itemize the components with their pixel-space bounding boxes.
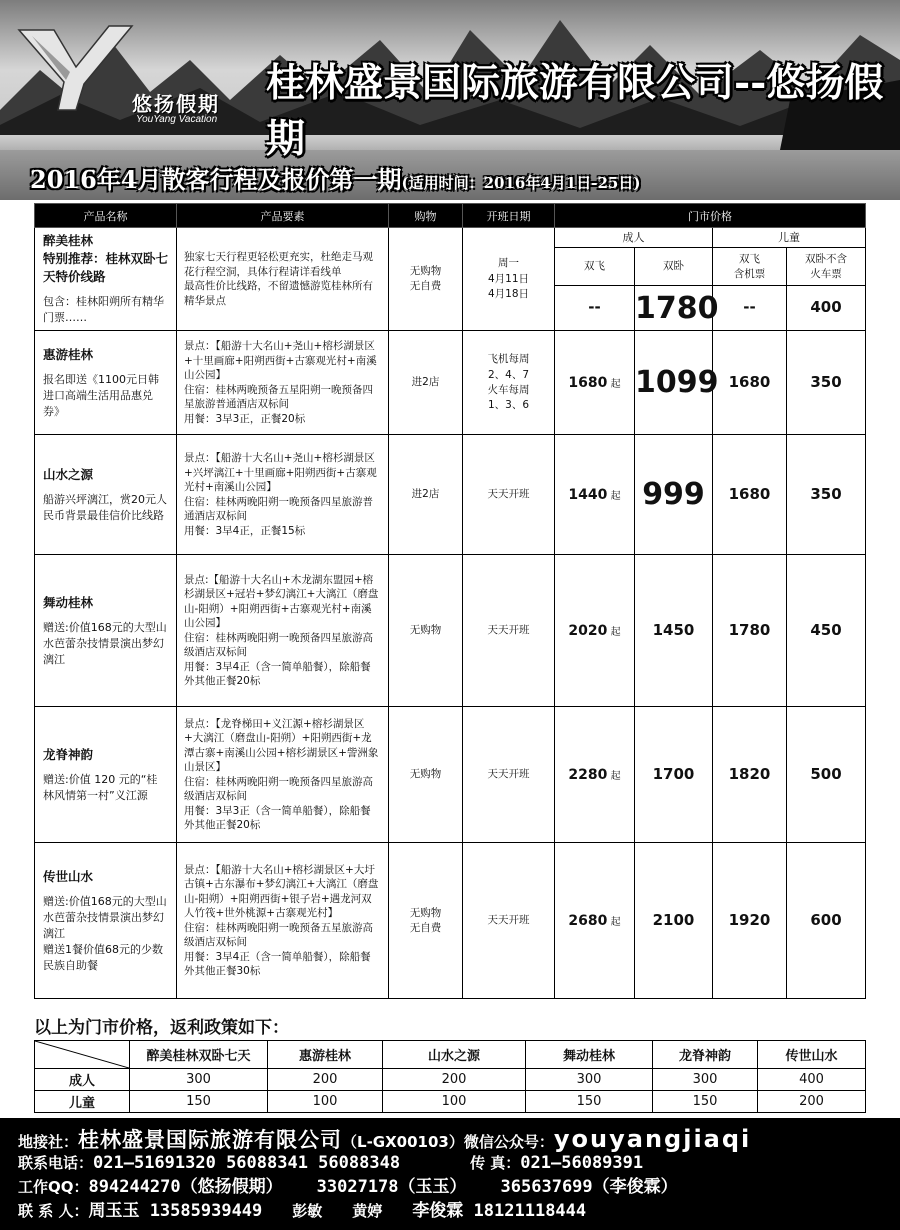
address-company: 桂林盛景国际旅游有限公司 — [78, 1128, 343, 1152]
product-note: 赠送:价值168元的大型山水芭蕾杂技情景演出梦幻漓江 — [43, 620, 167, 666]
shop-cell-text: 无购物 — [409, 768, 442, 781]
contact-zhouyuyu: 周玉玉 13585939449 — [88, 1201, 263, 1221]
date-cell-text: 天天开班 — [487, 624, 530, 637]
adult-sleeper-price: 1099 — [635, 365, 719, 400]
rebate-child-value: 150 — [526, 1091, 653, 1113]
contact-footer — [0, 1118, 900, 1230]
rebate-header-row — [35, 1041, 866, 1069]
child-sleeper-price: 500 — [810, 764, 842, 783]
shop-cell-text: 无购物 — [409, 624, 442, 637]
product-requirements-cell — [177, 331, 389, 435]
subheader-label: 双飞 含机票 — [733, 252, 766, 280]
subheader-label: 双卧不含 火车票 — [805, 252, 847, 280]
col-header-price: 门市价格 — [555, 204, 866, 228]
child-sleeper-price: 450 — [810, 620, 842, 639]
adult-fly-price-cell — [555, 286, 635, 331]
child-fly-price: 1920 — [728, 910, 771, 929]
col-header-req: 产品要素 — [177, 204, 389, 228]
rebate-child-value: 150 — [653, 1091, 758, 1113]
rebate-adult-value: 300 — [130, 1069, 268, 1091]
adult-sleeper-price-cell — [635, 707, 713, 843]
adult-fly-price-cell — [555, 435, 635, 555]
footer-qq-line — [18, 1175, 900, 1199]
table-row — [35, 707, 866, 843]
contact-lijunlin: 李俊霖 18121118444 — [412, 1201, 587, 1221]
rebate-corner-cell — [35, 1041, 130, 1069]
adult-sleeper-price-cell — [635, 331, 719, 435]
requirement-line: 景点：【龙脊梯田+义江源+榕杉湖景区+大漓江（磨盘山-阳朔）+阳朔西街+龙潭古寨+南溪山公园+榕杉湖景区+訾洲象山景区】 — [184, 717, 379, 774]
product-name: 传世山水 — [43, 868, 94, 884]
adult-sleeper-price: 1700 — [652, 764, 695, 783]
product-requirements-cell — [177, 228, 389, 331]
rebate-adult-row — [35, 1069, 866, 1091]
adult-fly-price: -- — [588, 298, 601, 317]
wechat-label: 微信公众号： — [463, 1133, 554, 1151]
shop-cell — [389, 707, 463, 843]
adult-fly-price-cell — [555, 707, 635, 843]
rebate-col-header: 醉美桂林双卧七天 — [130, 1041, 268, 1069]
contact-huangting: 黄婷 — [352, 1202, 383, 1220]
rebate-adult-label: 成人 — [35, 1069, 130, 1091]
subheader-child-sleeper — [787, 248, 866, 286]
child-fly-price-cell — [713, 707, 787, 843]
adult-sleeper-price-cell — [635, 286, 719, 331]
issue-title-main: 2016年4月散客行程及报价第一期 — [30, 165, 402, 194]
table-header-row — [35, 204, 866, 228]
rebate-child-value: 150 — [130, 1091, 268, 1113]
requirement-line: 景点:【船游十大名山+木龙湖东盟园+榕杉湖景区+冠岩+梦幻漓江+大漓江（磨盘山-阳朔）+阳朔西街+古寨观光村+南溪山公园】 — [184, 573, 379, 630]
child-fly-price: -- — [743, 298, 756, 317]
subheader-adult-sleeper — [635, 248, 713, 286]
qq-yuyu: 33027178（玉玉） — [316, 1177, 467, 1197]
requirement-line: 独家七天行程更轻松更充实，杜绝走马观花行程空洞，具体行程请详看线单 — [184, 251, 373, 278]
product-requirements-cell — [177, 707, 389, 843]
requirement-line: 景点：【船游十大名山+尧山+榕杉湖景区+十里画廊+阳朔西街+古寨观光村+南溪山公园】 — [184, 340, 377, 382]
child-sleeper-price-cell — [787, 286, 866, 331]
child-sleeper-price: 400 — [810, 298, 842, 317]
fax-label: 传 真： — [470, 1154, 521, 1172]
requirement-line: 用餐：3早4正（含一简单船餐），除船餐外其他正餐30标 — [184, 950, 371, 978]
date-cell-text: 天天开班 — [487, 488, 530, 501]
product-name-cell — [35, 435, 177, 555]
child-fly-price-cell — [713, 843, 787, 999]
child-sleeper-price-cell — [787, 707, 866, 843]
shop-cell — [389, 555, 463, 707]
subheader-adult-fly — [555, 248, 635, 286]
table-body — [35, 228, 866, 999]
table-row — [35, 435, 866, 555]
child-fly-price-cell — [713, 286, 787, 331]
subheader-adult: 成人 — [555, 228, 713, 248]
col-header-name: 产品名称 — [35, 204, 177, 228]
product-requirements-cell — [177, 555, 389, 707]
issue-validity: (适用时间：2016年4月1日-25日) — [401, 174, 641, 192]
rebate-adult-value: 200 — [268, 1069, 383, 1091]
adult-fly-price: 1680 — [568, 374, 608, 391]
date-cell-text: 周一 4月11日 4月18日 — [487, 257, 530, 300]
child-fly-price: 1780 — [728, 620, 771, 639]
rebate-col-header: 传世山水 — [758, 1041, 866, 1069]
rebate-child-value: 100 — [268, 1091, 383, 1113]
child-fly-price-cell — [713, 435, 787, 555]
adult-sleeper-price-cell — [635, 435, 713, 555]
date-cell-text: 天天开班 — [487, 914, 530, 927]
date-cell — [463, 435, 555, 555]
product-name-cell — [35, 843, 177, 999]
requirement-line: 用餐：3早3正，正餐20标 — [184, 412, 306, 425]
subheader-child-fly — [713, 248, 787, 286]
child-sleeper-price: 350 — [810, 484, 842, 503]
requirement-line: 住宿：桂林两晚阳朔一晚预备四星旅游高级酒店双标间 — [184, 775, 373, 803]
qq-lijunlin: 365637699（李俊霖） — [500, 1177, 678, 1197]
qq-youyang: 894244270（悠扬假期） — [88, 1177, 283, 1197]
product-name: 惠游桂林 — [43, 346, 94, 362]
company-title: 桂林盛景国际旅游有限公司--悠扬假期 — [266, 60, 884, 162]
product-note: 包含：桂林阳朔所有精华门票…… — [43, 295, 164, 325]
footer-contact-line — [18, 1199, 900, 1223]
address-label: 地接社： — [18, 1133, 79, 1151]
child-fly-price: 1820 — [728, 764, 771, 783]
rebate-child-label: 儿童 — [35, 1091, 130, 1113]
product-requirements-cell — [177, 843, 389, 999]
product-name: 龙脊神韵 — [43, 746, 94, 762]
date-cell — [463, 555, 555, 707]
child-fly-price: 1680 — [728, 372, 771, 391]
adult-fly-price-cell — [555, 331, 635, 435]
table-row — [35, 843, 866, 999]
shop-cell — [389, 331, 463, 435]
col-header-shop: 购物 — [389, 204, 463, 228]
child-sleeper-price: 600 — [810, 910, 842, 929]
shop-cell-text: 无购物 无自费 — [409, 906, 442, 934]
price-from-suffix: 起 — [610, 916, 621, 928]
footer-phone-line — [18, 1151, 900, 1175]
rebate-child-value: 100 — [383, 1091, 526, 1113]
product-name-cell — [35, 555, 177, 707]
requirement-line: 用餐：3早4正，正餐15标 — [184, 524, 306, 537]
rebate-adult-value: 300 — [653, 1069, 758, 1091]
requirement-line: 住宿：桂林两晚预备五星阳朔一晚预备四星旅游普通酒店双标间 — [184, 383, 373, 411]
logo-mark-icon — [14, 22, 134, 112]
rebate-table — [34, 1040, 866, 1113]
requirement-line: 用餐：3早3正（含一简单船餐），除船餐外其他正餐20标 — [184, 804, 371, 832]
child-fly-price: 1680 — [728, 484, 771, 503]
product-name: 山水之源 — [43, 466, 94, 482]
requirement-line: 景点：【船游十大名山+榕杉湖景区+大圩古镇+古东瀑布+梦幻漓江+大漓江（磨盘山-阳朔）+阳朔西街+银子岩+遇龙河双人竹筏+世外桃源+古寨观光村】 — [184, 863, 379, 920]
rebate-col-header: 龙脊神韵 — [653, 1041, 758, 1069]
child-sleeper-price-cell — [787, 843, 866, 999]
company-logo — [14, 22, 254, 125]
subheader-label: 双卧 — [663, 260, 684, 273]
requirement-line: 住宿：桂林两晚阳朔一晚预备四星旅游普通酒店双标间 — [184, 495, 373, 523]
adult-fly-price-cell — [555, 555, 635, 707]
adult-sleeper-price-cell — [635, 555, 713, 707]
price-from-suffix: 起 — [610, 490, 621, 502]
product-note: 船游兴坪漓江，赏20元人民币背景最佳信价比线路 — [43, 492, 167, 522]
date-cell — [463, 707, 555, 843]
logo-name: 悠扬假期 — [132, 92, 220, 116]
logo-english-name: YouYang Vacation — [136, 114, 218, 125]
qq-label: 工作QQ： — [18, 1178, 89, 1196]
diagonal-line-icon — [35, 1041, 129, 1068]
date-cell — [463, 331, 555, 435]
rebate-adult-value: 200 — [383, 1069, 526, 1091]
requirement-line: 住宿：桂林两晚阳朔一晚预备五星旅游高级酒店双标间 — [184, 921, 373, 949]
product-name: 醉美桂林 特别推荐：桂林双卧七天特价线路 — [43, 233, 169, 285]
product-note: 报名即送《1100元日韩进口高端生活用品惠兑券》 — [43, 372, 159, 418]
adult-sleeper-price: 1450 — [652, 620, 695, 639]
phone-label: 联系电话： — [18, 1154, 94, 1172]
header-banner — [0, 0, 900, 200]
child-sleeper-price-cell — [787, 435, 866, 555]
product-name: 舞动桂林 — [43, 594, 94, 610]
rebate-child-value: 200 — [758, 1091, 866, 1113]
adult-fly-price: 1440 — [568, 486, 608, 503]
rebate-adult-value: 400 — [758, 1069, 866, 1091]
col-header-date: 开班日期 — [463, 204, 555, 228]
date-cell-text: 天天开班 — [487, 768, 530, 781]
table-row — [35, 228, 866, 248]
child-sleeper-price-cell — [787, 555, 866, 707]
product-note: 赠送:价值 120 元的“桂林风情第一村”义江源 — [43, 772, 158, 802]
adult-fly-price: 2680 — [568, 912, 608, 929]
rebate-child-row — [35, 1091, 866, 1113]
requirement-line: 景点：【船游十大名山+尧山+榕杉湖景区+兴坪漓江+十里画廊+阳朔西街+古寨观光村+南溪山公园】 — [184, 452, 377, 494]
shop-cell — [389, 435, 463, 555]
product-name-cell — [35, 331, 177, 435]
date-cell-text: 飞机每周 2、4、7 火车每周 1、3、6 — [487, 353, 530, 411]
wechat-account: youyangjiaqi — [553, 1125, 752, 1153]
contact-pengmin: 彭敏 — [292, 1202, 323, 1220]
shop-cell-text: 无购物 无自费 — [409, 264, 442, 293]
shop-cell-text: 进2店 — [411, 376, 440, 389]
footer-address-line — [18, 1127, 900, 1151]
subheader-child: 儿童 — [713, 228, 866, 248]
product-name-cell — [35, 707, 177, 843]
child-sleeper-price: 350 — [810, 372, 842, 391]
table-row — [35, 331, 866, 435]
rebate-adult-value: 300 — [526, 1069, 653, 1091]
adult-sleeper-price: 2100 — [652, 910, 695, 929]
price-from-suffix: 起 — [610, 378, 621, 390]
price-from-suffix: 起 — [610, 770, 621, 782]
child-fly-price-cell — [713, 331, 787, 435]
rebate-col-header: 山水之源 — [383, 1041, 526, 1069]
product-note: 赠送:价值168元的大型山水芭蕾杂技情景演出梦幻漓江 赠送1餐价值68元的少数民族自助餐 — [43, 894, 167, 972]
date-cell — [463, 843, 555, 999]
adult-sleeper-price: 999 — [642, 477, 705, 512]
rebate-col-header: 惠游桂林 — [268, 1041, 383, 1069]
fax-number: 021—56089391 — [520, 1153, 644, 1173]
license-number: （L-GX00103） — [342, 1133, 464, 1151]
product-name-cell — [35, 228, 177, 331]
contact-label: 联 系 人： — [18, 1202, 89, 1220]
itinerary-price-table — [34, 203, 866, 999]
adult-sleeper-price-cell — [635, 843, 713, 999]
phone-numbers: 021—51691320 56088341 56088348 — [93, 1153, 401, 1173]
adult-fly-price-cell — [555, 843, 635, 999]
price-from-suffix: 起 — [610, 626, 621, 638]
table-row — [35, 555, 866, 707]
shop-cell-text: 进2店 — [411, 488, 440, 501]
date-cell — [463, 228, 555, 331]
requirement-line: 住宿：桂林两晚阳朔一晚预备四星旅游高级酒店双标间 — [184, 631, 373, 659]
product-requirements-cell — [177, 435, 389, 555]
adult-fly-price: 2020 — [568, 622, 608, 639]
subheader-label: 双飞 — [584, 260, 605, 273]
issue-title — [30, 160, 640, 195]
rebate-col-header: 舞动桂林 — [526, 1041, 653, 1069]
requirement-line: 用餐：3早4正（含一简单船餐），除船餐外其他正餐20标 — [184, 660, 371, 688]
adult-sleeper-price: 1780 — [635, 290, 719, 326]
adult-fly-price: 2280 — [568, 766, 608, 783]
child-fly-price-cell — [713, 555, 787, 707]
child-sleeper-price-cell — [787, 331, 866, 435]
rebate-heading: 以上为门市价格，返利政策如下： — [34, 1018, 289, 1038]
requirement-line: 最高性价比线路，不留遗憾游览桂林所有精华景点 — [184, 280, 373, 307]
shop-cell — [389, 228, 463, 331]
shop-cell — [389, 843, 463, 999]
